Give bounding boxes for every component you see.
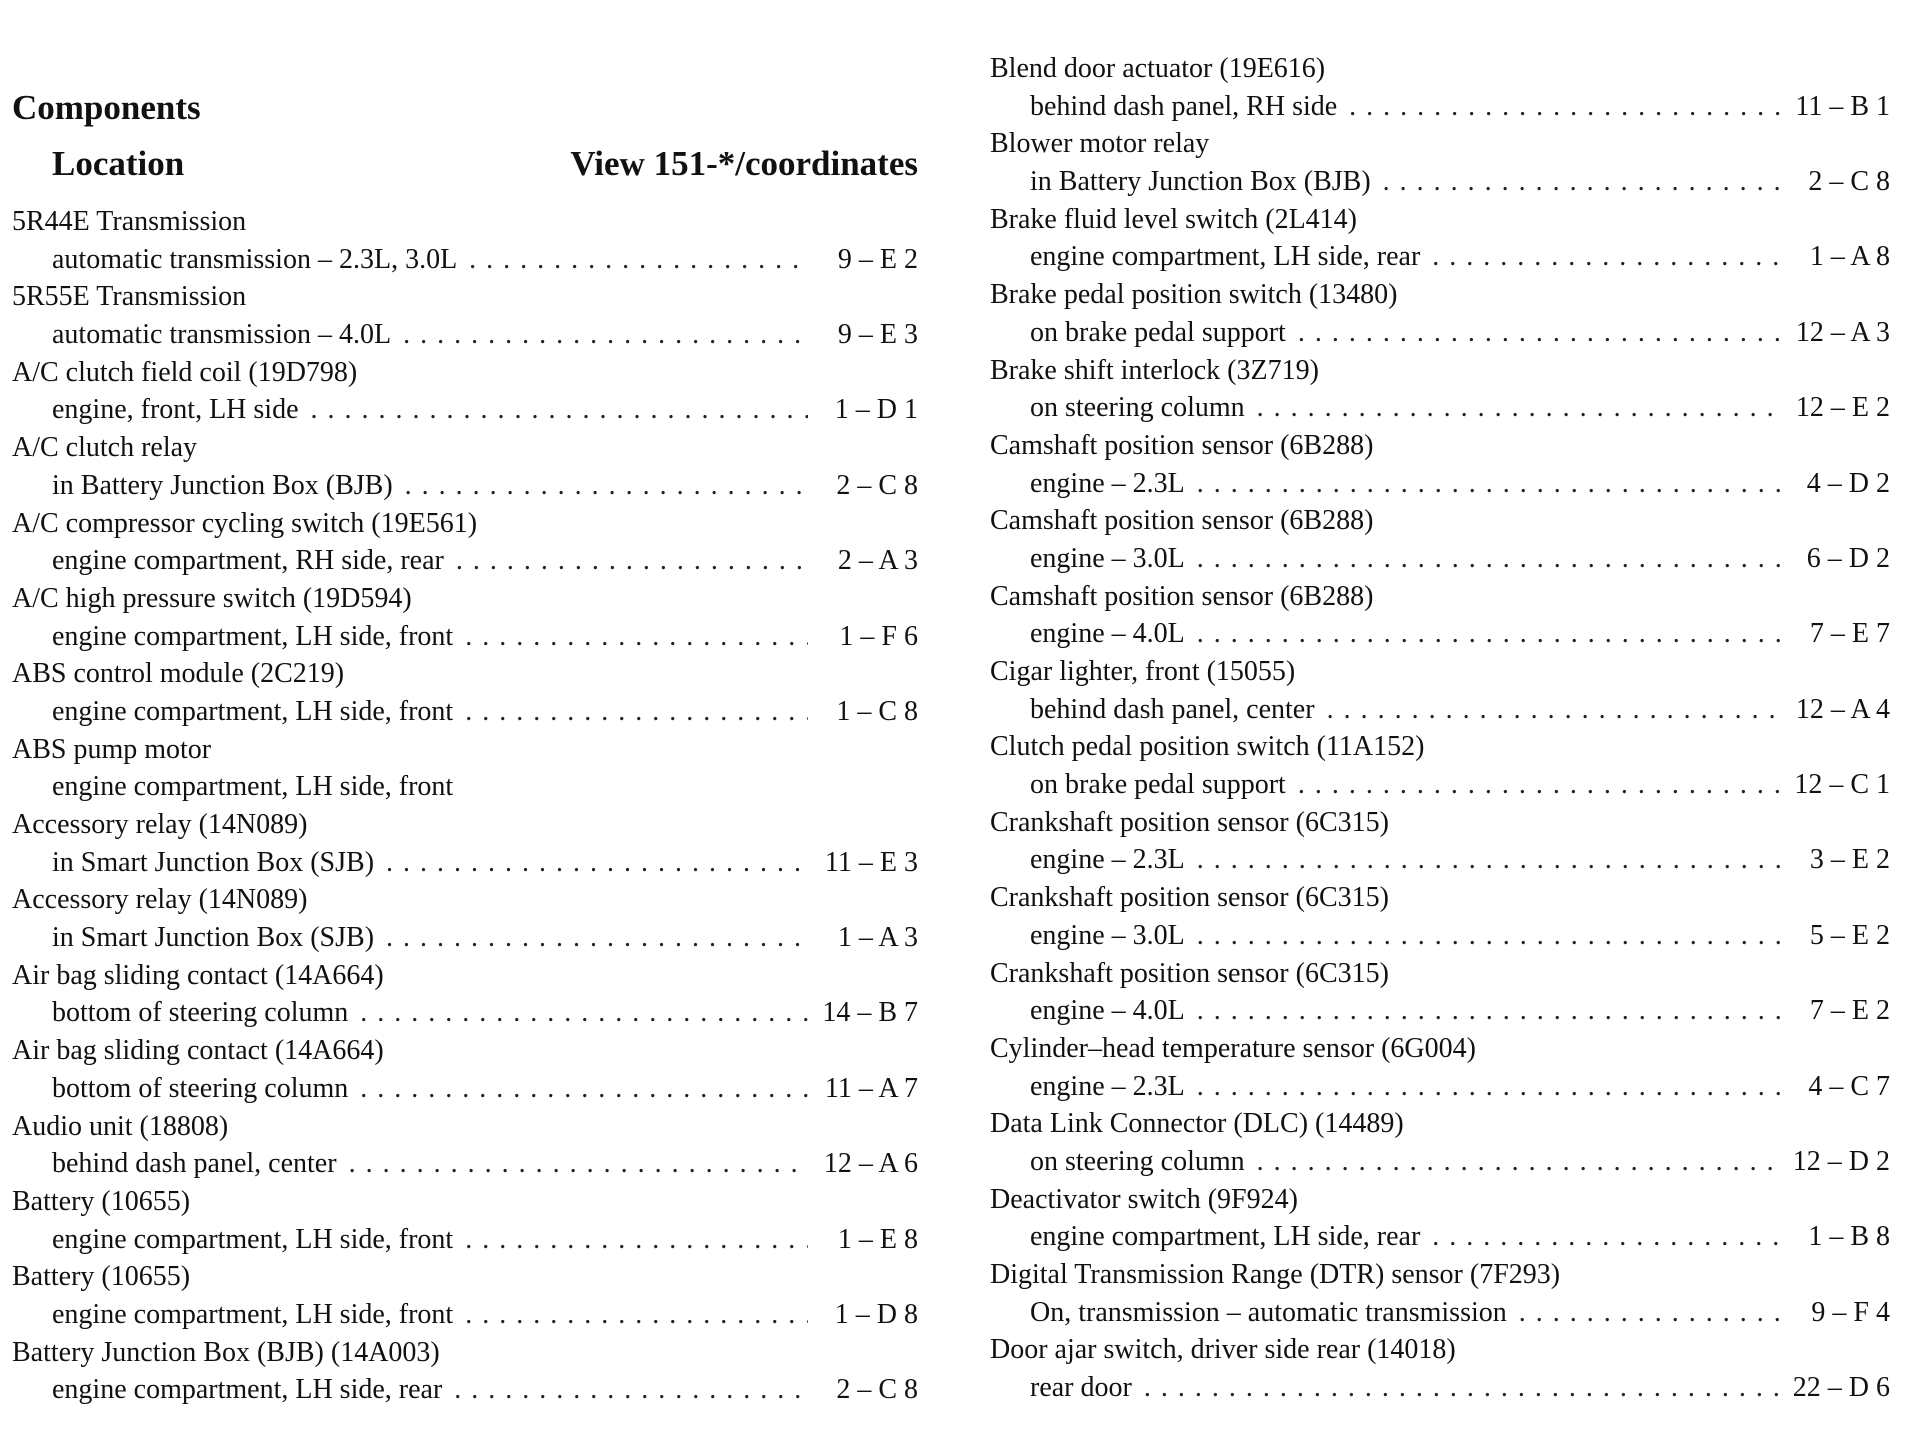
dot-leader (386, 844, 808, 882)
view-coordinate: 7 – E 2 (1809, 995, 1890, 1027)
dot-leader (1298, 766, 1780, 804)
component-location: behind dash panel, center (1030, 693, 1315, 725)
component-name: Blower motor relay (990, 128, 1210, 160)
component-location: in Smart Junction Box (SJB) (52, 846, 375, 878)
component-name: Clutch pedal position switch (11A152) (990, 731, 1425, 763)
component-location-row (990, 841, 1890, 879)
dot-leader (1197, 540, 1780, 578)
component-location: engine compartment, LH side, front (52, 1298, 454, 1330)
component-name: Crankshaft position sensor (6C315) (990, 882, 1389, 914)
dot-leader (469, 241, 808, 279)
component-entry (12, 731, 918, 769)
component-location: engine compartment, LH side, rear (52, 1374, 443, 1406)
component-location-row (12, 919, 918, 957)
component-entry (990, 50, 1890, 88)
dot-leader (1298, 314, 1780, 352)
component-entry (12, 203, 918, 241)
view-coordinate: 12 – C 1 (1794, 769, 1890, 801)
component-name: A/C clutch relay (12, 432, 198, 464)
dot-leader (349, 1145, 808, 1183)
view-coordinate: 1 – E 8 (837, 1223, 918, 1255)
component-name: A/C high pressure switch (19D594) (12, 582, 412, 614)
component-location: automatic transmission – 4.0L (52, 319, 392, 351)
component-location: behind dash panel, RH side (1030, 90, 1338, 122)
dot-leader (386, 919, 808, 957)
view-coordinate: 11 – A 7 (824, 1072, 918, 1104)
component-location-row (12, 994, 918, 1032)
dot-leader (1257, 1143, 1780, 1181)
component-entry (12, 1032, 918, 1070)
view-coordinate: 5 – E 2 (1809, 919, 1890, 951)
dot-leader (465, 693, 808, 731)
component-location: engine compartment, LH side, front (52, 771, 454, 803)
component-name: ABS control module (2C219) (12, 658, 345, 690)
right-entry-list (990, 50, 1890, 1407)
component-location-row (12, 618, 918, 656)
component-location: engine – 2.3L (1030, 1070, 1185, 1102)
location-column-header: Location (52, 144, 185, 183)
view-coordinate: 2 – C 8 (836, 469, 918, 501)
dot-leader (1383, 163, 1780, 201)
component-entry (990, 804, 1890, 842)
component-entry (12, 1108, 918, 1146)
component-location-row (990, 1143, 1890, 1181)
component-location: on brake pedal support (1030, 769, 1286, 801)
dot-leader (1144, 1369, 1780, 1407)
component-location: engine compartment, LH side, rear (1030, 241, 1421, 273)
component-entry (990, 1181, 1890, 1219)
component-location-row (990, 917, 1890, 955)
dot-leader (1197, 465, 1780, 503)
component-name: Camshaft position sensor (6B288) (990, 505, 1374, 537)
component-location: behind dash panel, center (52, 1148, 337, 1180)
dot-leader (1349, 88, 1780, 126)
component-location: bottom of steering column (52, 997, 349, 1029)
component-location: engine compartment, LH side, front (52, 1223, 454, 1255)
component-name: A/C compressor cycling switch (19E561) (12, 507, 478, 539)
view-coordinate: 1 – F 6 (839, 620, 918, 652)
component-name: Brake shift interlock (3Z719) (990, 354, 1319, 386)
component-name: ABS pump motor (12, 733, 212, 765)
component-name: Crankshaft position sensor (6C315) (990, 957, 1389, 989)
component-name: Door ajar switch, driver side rear (14018) (990, 1334, 1456, 1366)
component-location: On, transmission – automatic transmission (1030, 1296, 1507, 1328)
component-location: on brake pedal support (1030, 316, 1286, 348)
dot-leader (465, 618, 808, 656)
view-coordinate: 6 – D 2 (1806, 542, 1890, 574)
component-location: in Battery Junction Box (BJB) (52, 469, 393, 501)
dot-leader (454, 1371, 808, 1409)
component-location-row (990, 691, 1890, 729)
component-location-row (990, 766, 1890, 804)
component-location: on steering column (1030, 1145, 1245, 1177)
view-coordinate: 2 – C 8 (1808, 166, 1890, 198)
component-entry (12, 655, 918, 693)
component-location-row (12, 1296, 918, 1334)
dot-leader (360, 994, 808, 1032)
component-name: Battery (10655) (12, 1261, 191, 1293)
component-name: Battery Junction Box (BJB) (14A003) (12, 1336, 440, 1368)
component-location: engine – 3.0L (1030, 919, 1185, 951)
component-entry (990, 125, 1890, 163)
component-location-row (990, 88, 1890, 126)
component-entry (12, 957, 918, 995)
dot-leader (311, 391, 809, 429)
component-location-row (12, 542, 918, 580)
page-title: Components (12, 88, 201, 127)
component-location: rear door (1030, 1372, 1132, 1404)
dot-leader (360, 1070, 808, 1108)
view-coordinate: 12 – A 4 (1795, 693, 1890, 725)
dot-leader (1197, 992, 1780, 1030)
component-location-row (990, 615, 1890, 653)
component-location-row (990, 238, 1890, 276)
view-coordinate: 2 – A 3 (837, 545, 918, 577)
view-coordinate: 1 – C 8 (836, 695, 918, 727)
component-name: Digital Transmission Range (DTR) sensor (7F293) (990, 1259, 1561, 1290)
component-location: engine – 3.0L (1030, 542, 1185, 574)
component-location: engine compartment, LH side, rear (1030, 1221, 1421, 1253)
dot-leader (405, 467, 808, 505)
component-location: engine compartment, LH side, front (52, 620, 454, 652)
view-coordinate: 9 – E 2 (837, 243, 918, 275)
component-location-row (12, 1070, 918, 1108)
component-entry (12, 354, 918, 392)
component-name: Air bag sliding contact (14A664) (12, 959, 384, 991)
component-location: engine – 4.0L (1030, 618, 1185, 650)
dot-leader (1197, 917, 1780, 955)
component-location-row (990, 465, 1890, 503)
component-entry (12, 580, 918, 618)
component-name: Blend door actuator (19E616) (990, 53, 1326, 84)
view-coordinate: 2 – C 8 (836, 1374, 918, 1406)
component-name: Deactivator switch (9F924) (990, 1183, 1298, 1215)
view-coordinate: 9 – E 3 (837, 319, 918, 351)
view-coordinate: 3 – E 2 (1809, 844, 1890, 876)
component-name: Accessory relay (14N089) (12, 884, 308, 916)
component-entry (990, 578, 1890, 616)
component-name: Data Link Connector (DLC) (14489) (990, 1108, 1404, 1140)
view-coordinate: 11 – B 1 (1795, 90, 1890, 122)
view-coordinate: 7 – E 7 (1809, 618, 1890, 650)
dot-leader (465, 1296, 808, 1334)
component-entry (990, 1256, 1890, 1294)
component-location-row (990, 163, 1890, 201)
component-location: bottom of steering column (52, 1072, 349, 1104)
component-name: Brake fluid level switch (2L414) (990, 203, 1358, 235)
component-location-row (990, 1218, 1890, 1256)
component-location: engine – 4.0L (1030, 995, 1185, 1027)
component-location-row (12, 467, 918, 505)
component-entry (990, 955, 1890, 993)
component-entry (12, 278, 918, 316)
view-coordinate: 12 – A 3 (1795, 316, 1890, 348)
component-entry (990, 502, 1890, 540)
component-location: engine compartment, LH side, front (52, 695, 454, 727)
view-coordinate: 9 – F 4 (1811, 1296, 1890, 1328)
component-entry (12, 429, 918, 467)
component-location: engine – 2.3L (1030, 467, 1185, 499)
component-name: A/C clutch field coil (19D798) (12, 356, 358, 388)
component-location-row (12, 241, 918, 279)
dot-leader (1519, 1294, 1780, 1332)
component-location-row (12, 1145, 918, 1183)
view-coordinate: 1 – A 3 (837, 922, 918, 954)
component-location-row (12, 768, 918, 806)
view-coordinate: 4 – D 2 (1806, 467, 1890, 499)
component-location: engine – 2.3L (1030, 844, 1185, 876)
component-name: Camshaft position sensor (6B288) (990, 580, 1374, 612)
component-name: Audio unit (18808) (12, 1110, 229, 1142)
dot-leader (1327, 691, 1780, 729)
view-coordinate: 22 – D 6 (1792, 1372, 1890, 1404)
component-location-row (12, 693, 918, 731)
component-entry (12, 505, 918, 543)
component-name: Air bag sliding contact (14A664) (12, 1035, 384, 1067)
component-entry (990, 201, 1890, 239)
component-location-row (990, 1369, 1890, 1407)
component-location: engine compartment, RH side, rear (52, 545, 444, 577)
dot-leader (465, 1221, 808, 1259)
view-coordinate: 11 – E 3 (824, 846, 918, 878)
component-entry (12, 1258, 918, 1296)
left-entry-list (12, 203, 918, 1409)
dot-leader (403, 316, 808, 354)
dot-leader (1432, 1218, 1780, 1256)
component-location-row (12, 844, 918, 882)
view-coordinate: 1 – D 8 (834, 1298, 918, 1330)
component-name: Accessory relay (14N089) (12, 809, 308, 840)
dot-leader (456, 542, 808, 580)
dot-leader (1432, 238, 1780, 276)
component-location: in Battery Junction Box (BJB) (1030, 166, 1371, 198)
component-entry (12, 881, 918, 919)
dot-leader (1197, 841, 1780, 879)
component-location-row (990, 992, 1890, 1030)
component-location: automatic transmission – 2.3L, 3.0L (52, 243, 458, 275)
component-location-row (12, 391, 918, 429)
component-entry (12, 1183, 918, 1221)
component-name: 5R55E Transmission (12, 281, 247, 313)
component-location: on steering column (1030, 392, 1245, 424)
component-location: engine, front, LH side (52, 394, 299, 426)
component-entry (990, 1105, 1890, 1143)
component-name: Brake pedal position switch (13480) (990, 279, 1398, 311)
component-name: Cigar lighter, front (15055) (990, 656, 1296, 687)
view-coordinates-column-header: View 151-*/coordinates (570, 144, 918, 183)
view-coordinate: 1 – A 8 (1809, 241, 1890, 273)
component-location: in Smart Junction Box (SJB) (52, 922, 375, 954)
component-name: Camshaft position sensor (6B288) (990, 429, 1374, 461)
view-coordinate: 14 – B 7 (822, 997, 918, 1029)
component-location-row (990, 389, 1890, 427)
component-name: 5R44E Transmission (12, 206, 247, 237)
component-entry (990, 728, 1890, 766)
view-coordinate: 12 – A 6 (823, 1148, 918, 1180)
view-coordinate: 4 – C 7 (1808, 1070, 1890, 1102)
component-entry (990, 352, 1890, 390)
view-coordinate: 12 – D 2 (1792, 1145, 1890, 1177)
component-entry (12, 806, 918, 844)
component-location-row (990, 314, 1890, 352)
view-coordinate (465, 768, 575, 806)
component-name: Crankshaft position sensor (6C315) (990, 806, 1389, 838)
component-location-row (12, 1371, 918, 1409)
component-entry (990, 276, 1890, 314)
dot-leader (1197, 615, 1780, 653)
component-location-row (12, 316, 918, 354)
component-location-row (990, 1068, 1890, 1106)
component-location-row (990, 1294, 1890, 1332)
view-coordinate: 1 – D 1 (834, 394, 918, 426)
component-name: Cylinder–head temperature sensor (6G004) (990, 1032, 1476, 1064)
component-location-row (990, 540, 1890, 578)
component-entry (990, 1331, 1890, 1369)
dot-leader (1197, 1068, 1780, 1106)
component-location-row (12, 1221, 918, 1259)
component-name: Battery (10655) (12, 1185, 191, 1217)
component-entry (990, 427, 1890, 465)
component-entry (12, 1334, 918, 1372)
component-entry (990, 653, 1890, 691)
dot-leader (1257, 389, 1780, 427)
component-entry (990, 879, 1890, 917)
view-coordinate: 1 – B 8 (1808, 1221, 1890, 1253)
view-coordinate: 12 – E 2 (1795, 392, 1890, 424)
component-entry (990, 1030, 1890, 1068)
